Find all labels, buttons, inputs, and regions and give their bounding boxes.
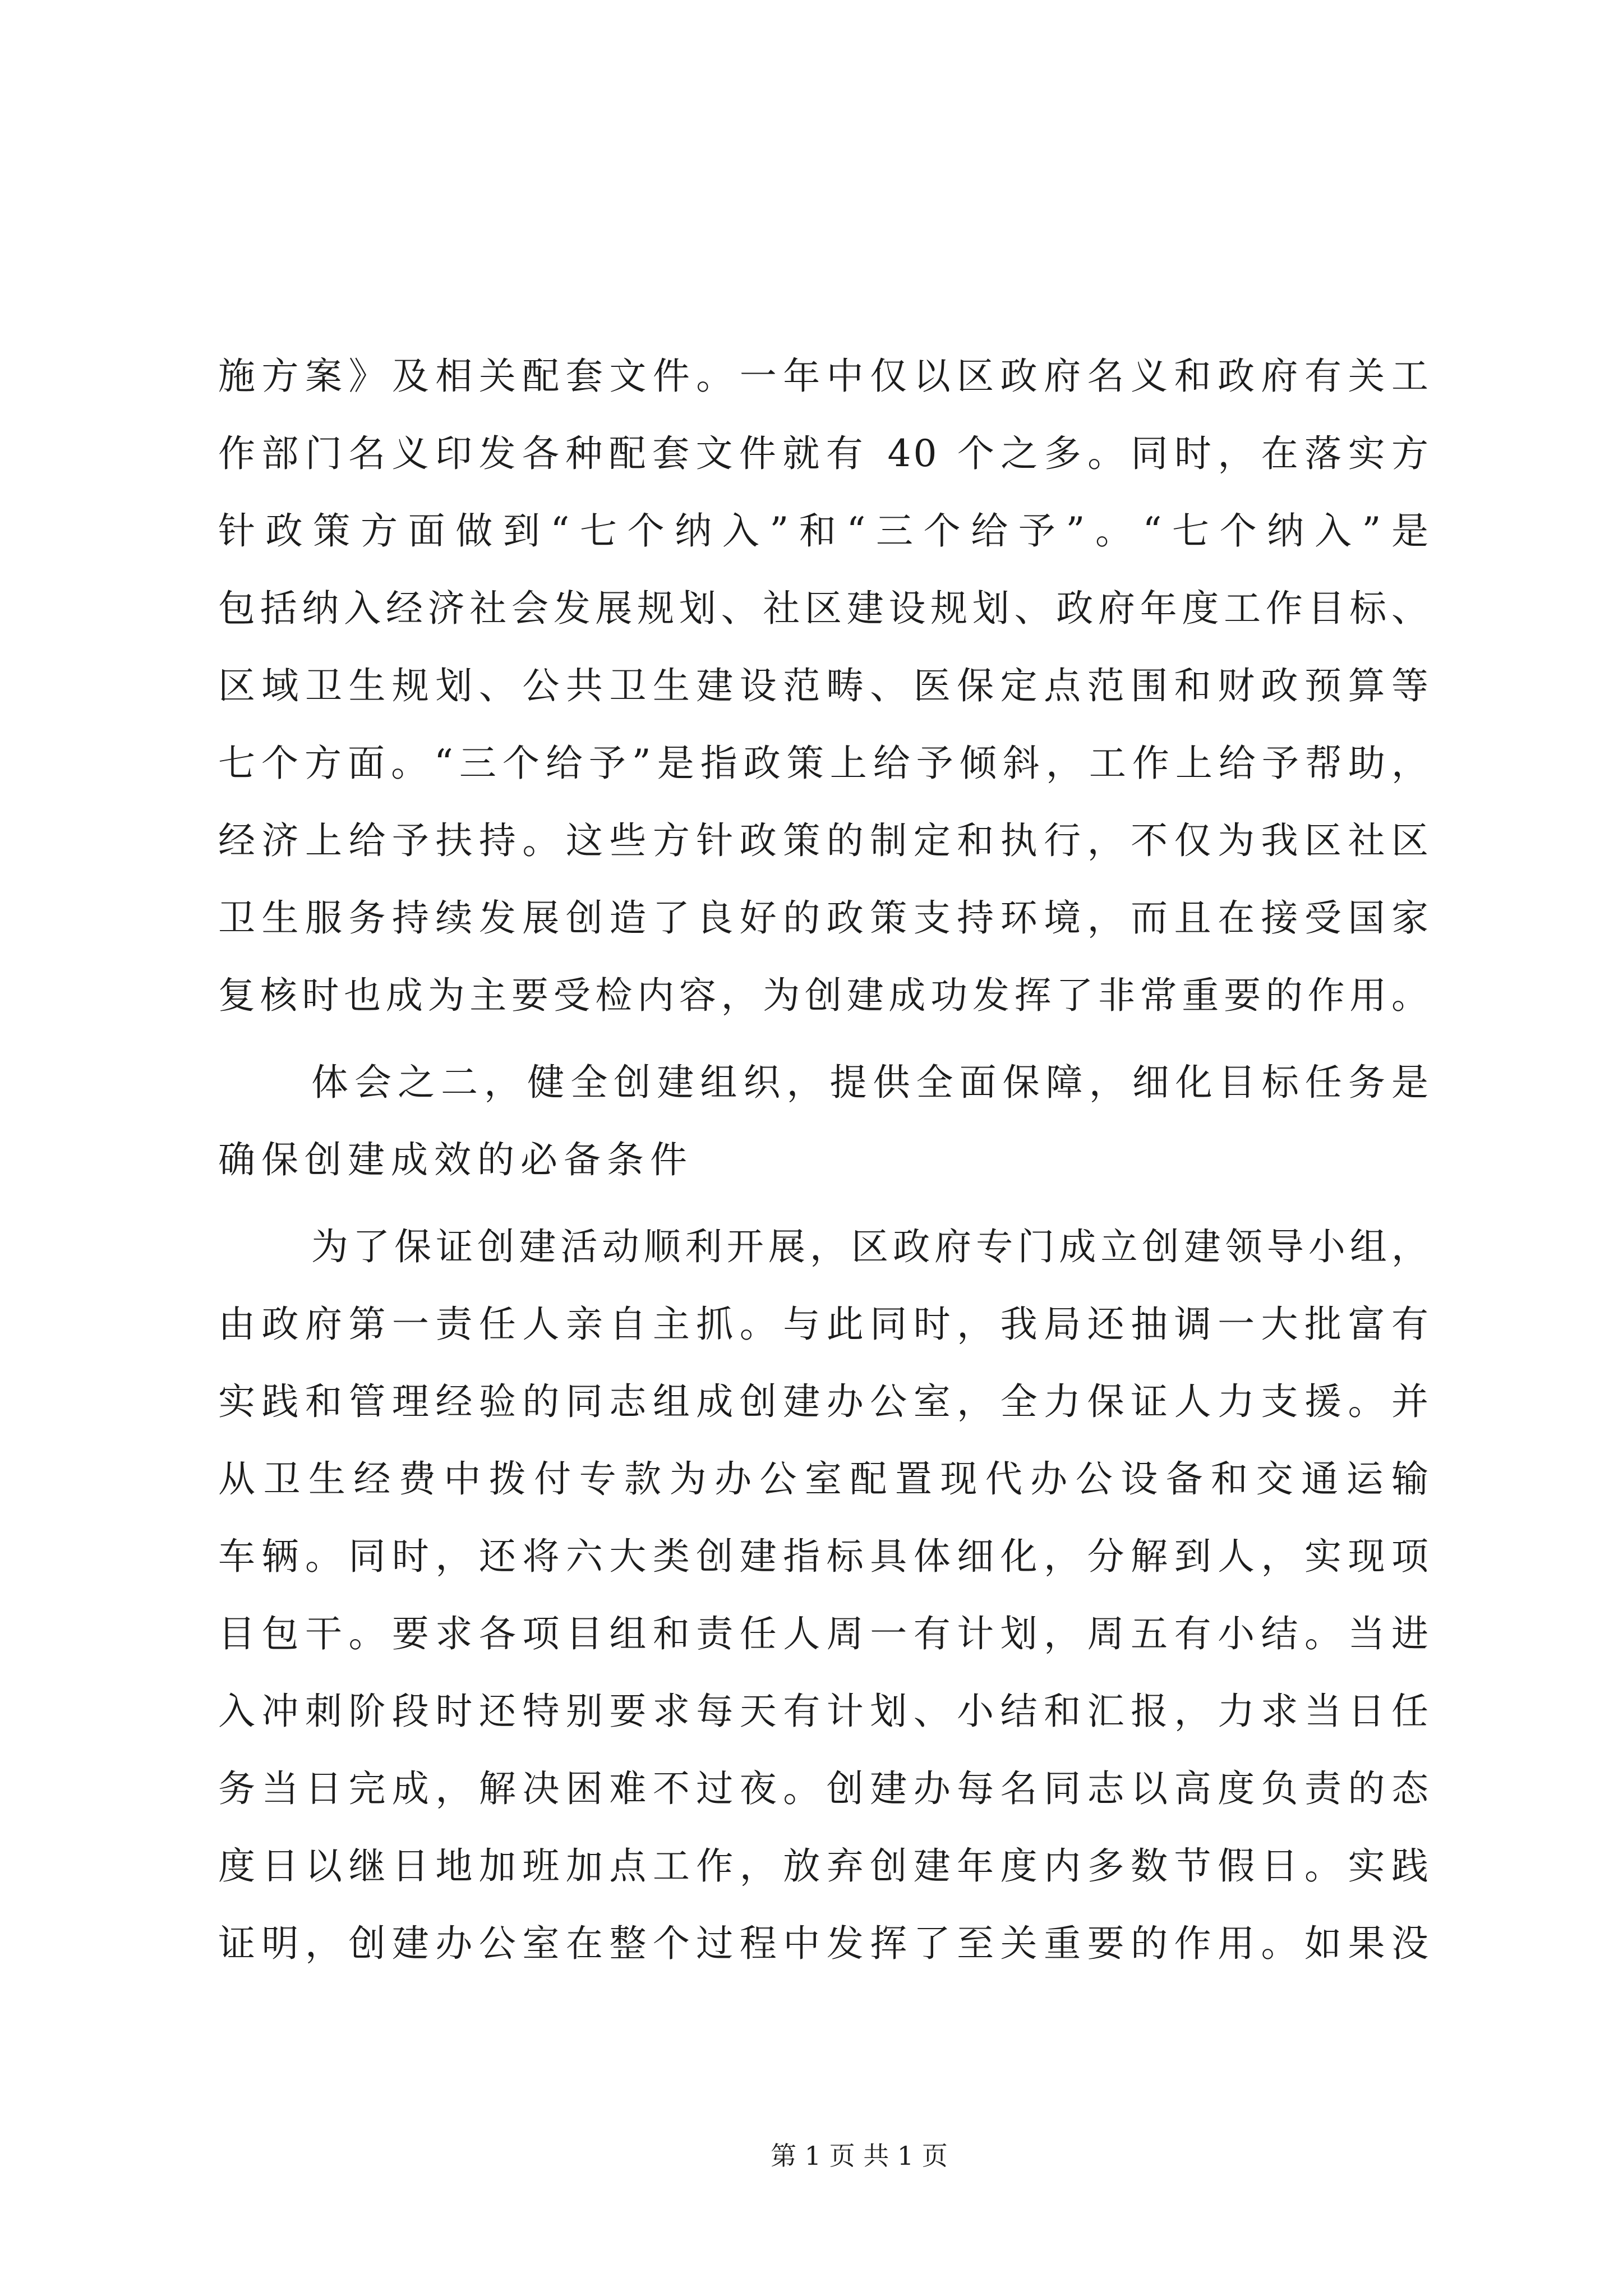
text-line: 区域卫生规划、公共卫生建设范畴、医保定点范围和财政预算等	[218, 664, 1431, 707]
text-line: 度日以继日地加班加点工作，放弃创建年度内多数节假日。实践	[218, 1844, 1431, 1888]
paragraph	[218, 1208, 1431, 1982]
text-line: 经济上给予扶持。这些方针政策的制定和执行，不仅为我区社区	[218, 819, 1431, 862]
text-line: 作部门名义印发各种配套文件就有 40 个之多。同时，在落实方	[218, 432, 1431, 475]
text-line: 入冲刺阶段时还特别要求每天有计划、小结和汇报，力求当日任	[218, 1690, 1431, 1733]
text-line: 证明，创建办公室在整个过程中发挥了至关重要的作用。如果没	[218, 1922, 1431, 1965]
paragraph	[218, 1044, 1431, 1199]
text-line: 从卫生经费中拨付专款为办公室配置现代办公设备和交通运输	[218, 1457, 1431, 1501]
text-line: 七个方面。“三个给予”是指政策上给予倾斜，工作上给予帮助，	[218, 742, 1431, 785]
text-line: 体会之二，健全创建组织，提供全面保障，细化目标任务是	[311, 1061, 1431, 1104]
text-line: 施方案》及相关配套文件。一年中仅以区政府名义和政府有关工	[218, 355, 1431, 398]
text-line: 车辆。同时，还将六大类创建指标具体细化，分解到人，实现项	[218, 1535, 1431, 1578]
text-line: 为了保证创建活动顺利开展，区政府专门成立创建领导小组，	[311, 1225, 1431, 1268]
text-line: 务当日完成，解决困难不过夜。创建办每名同志以高度负责的态	[218, 1767, 1431, 1810]
text-line: 由政府第一责任人亲自主抓。与此同时，我局还抽调一大批富有	[218, 1303, 1431, 1346]
text-line: 目包干。要求各项目组和责任人周一有计划，周五有小结。当进	[218, 1612, 1431, 1655]
text-line: 卫生服务持续发展创造了良好的政策支持环境，而且在接受国家	[218, 896, 1431, 940]
text-line: 针政策方面做到“七个纳入”和“三个给予”。“七个纳入”是	[218, 509, 1431, 553]
text-line: 复核时也成为主要受检内容，为创建成功发挥了非常重要的作用。	[218, 974, 1431, 1017]
page-number-footer: 第 1 页 共 1 页	[771, 2141, 948, 2171]
text-line: 实践和管理经验的同志组成创建办公室，全力保证人力支援。并	[218, 1380, 1431, 1423]
text-line: 包括纳入经济社会发展规划、社区建设规划、政府年度工作目标、	[218, 587, 1431, 630]
paragraph	[218, 338, 1431, 1034]
text-line: 确保创建成效的必备条件	[218, 1138, 693, 1181]
body-text	[218, 338, 1431, 1982]
